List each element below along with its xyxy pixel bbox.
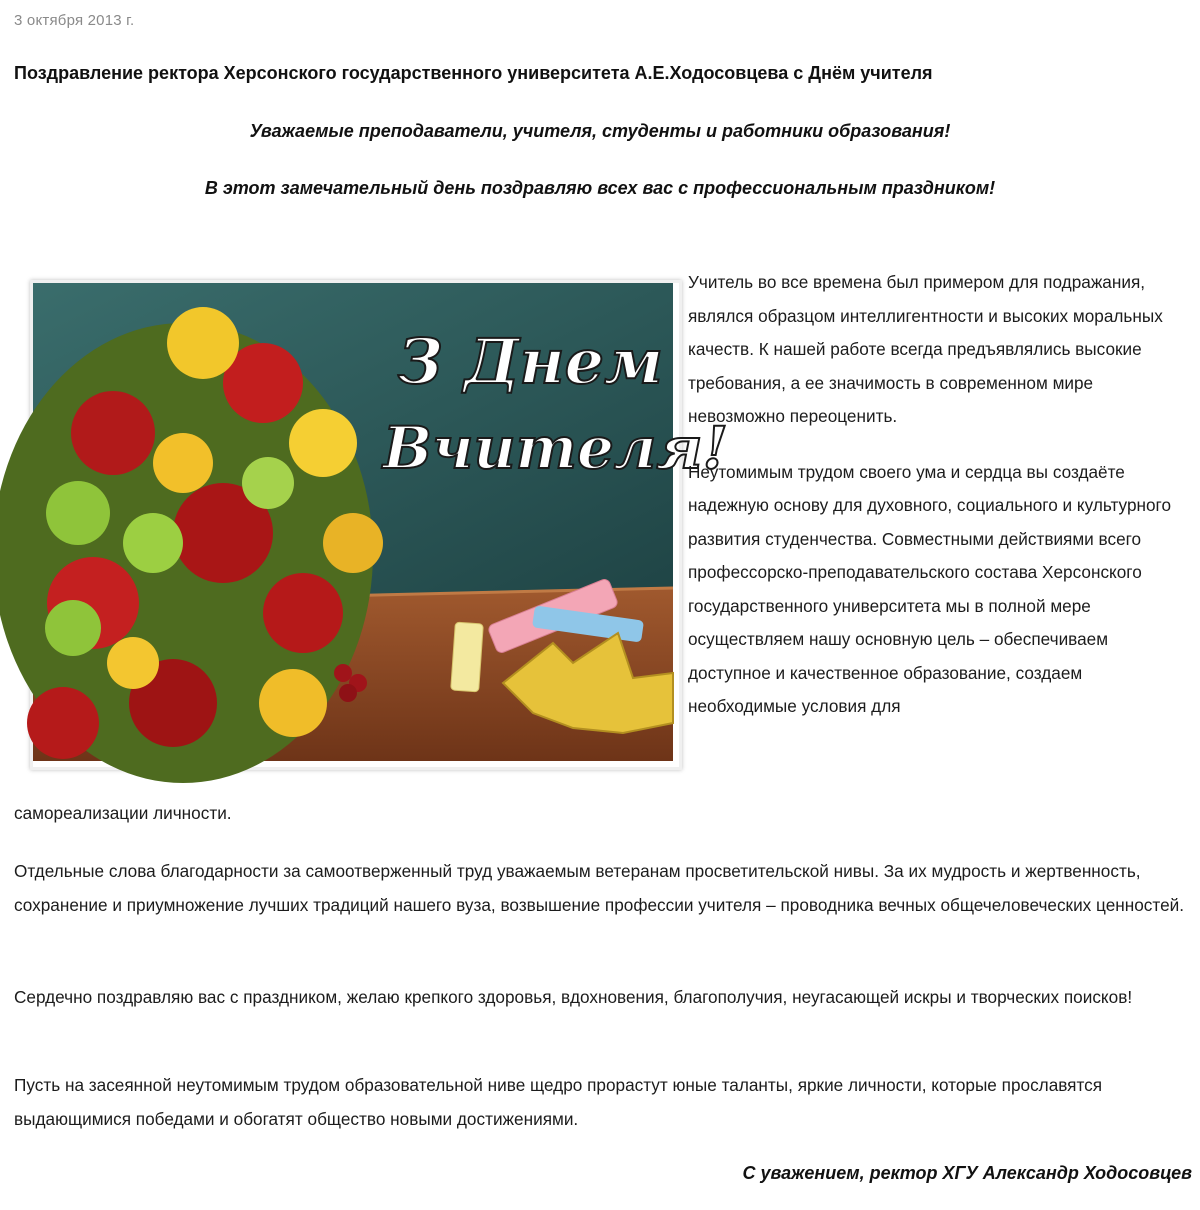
card-caption-line-2: Вчителя!	[383, 414, 728, 482]
greeting-line-2: В этот замечательный день поздравляю всех вас с профессиональным праздником!	[204, 178, 996, 198]
intro-column	[688, 266, 1194, 746]
paragraph-2-wrapped: Неутомимым трудом своего ума и сердца вы создаёте надежную основу для духовного, социального и культурного развития студенчества. Совместными действиями всего профессорско-преподавательского состава Херсонского государственного университета мы в полной мере осуществляем нашу основную цель – обеспечиваем доступное и качественное образование, создаем необходимые условия для	[688, 461, 1172, 716]
greeting-card-image	[30, 280, 728, 770]
article-title: Поздравление ректора Херсонского государственного университета А.Е.Ходосовцева с Днём учителя	[14, 63, 933, 83]
paragraph-2-tail: самореализации личности.	[14, 803, 232, 823]
paragraph-4: Сердечно поздравляю вас с праздником, желаю крепкого здоровья, вдохновения, благополучия, неугасающей искры и творческих поисков!	[14, 987, 1133, 1007]
paragraph-3: Отдельные слова благодарности за самоотверженный труд уважаемым ветеранам просветительской нивы. За их мудрость и жертвенность, сохранение и приумножение лучших традиций нашего вуза, возвышение профессии учителя – проводника вечных общечеловеческих ценностей.	[14, 861, 1185, 915]
paragraph-5: Пусть на засеянной неутомимым трудом образовательной ниве щедро прорастут юные таланты, яркие личности, которые прославятся выдающимися победами и обогатят общество новыми достижениями.	[14, 1075, 1103, 1129]
card-caption-line-1: З Днем	[398, 325, 664, 398]
publication-date: 3 октября 2013 г.	[14, 12, 135, 29]
greeting-card-illustration	[33, 283, 728, 761]
greeting-line-1: Уважаемые преподаватели, учителя, студенты и работники образования!	[249, 121, 951, 141]
paragraph-1: Учитель во все времена был примером для подражания, являлся образцом интеллигентности и высоких моральных качеств. К нашей работе всегда предъявлялись высокие требования, а ее значимость в современном мире невозможно переоценить.	[688, 272, 1163, 426]
signature: С уважением, ректор ХГУ Александр Ходосовцев	[742, 1163, 1192, 1183]
